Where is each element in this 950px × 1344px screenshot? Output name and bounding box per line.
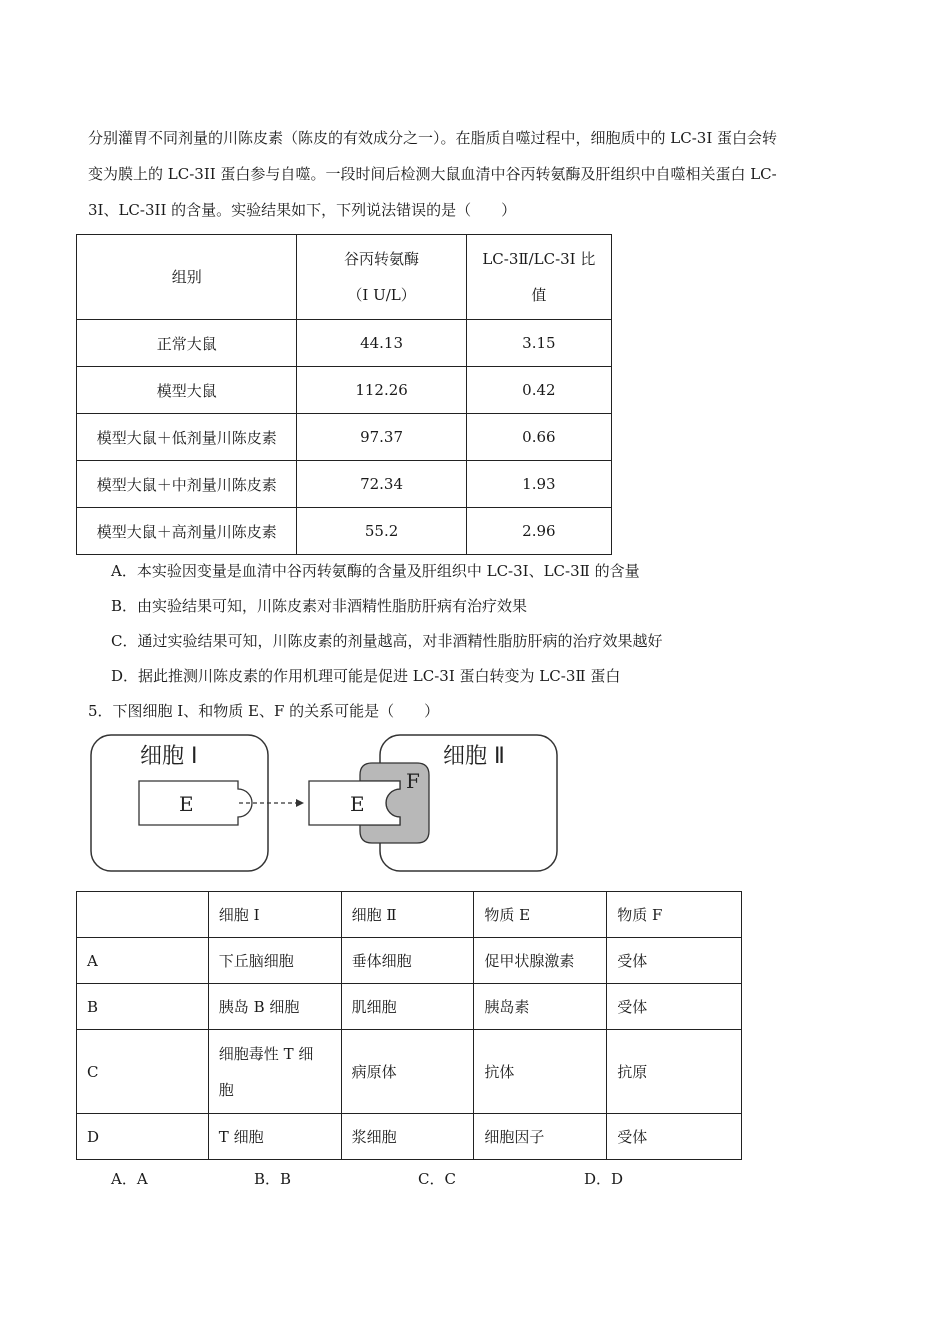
intro-line-2: 变为膜上的 LC-3II 蛋白参与自噬。一段时间后检测大鼠血清中谷丙转氨酶及肝组织中自噬相关蛋白 LC- — [88, 165, 777, 183]
cell-group: 模型大鼠 — [77, 367, 297, 414]
q5-stem: 5．下图细胞 I、和物质 E、F 的关系可能是（ ） — [88, 702, 440, 720]
table-row — [77, 1030, 742, 1114]
table-row — [77, 938, 742, 984]
e-label-left: E — [179, 792, 194, 816]
cell-group: 模型大鼠＋中剂量川陈皮素 — [77, 461, 297, 508]
cell-substance-f: 受体 — [607, 984, 742, 1030]
cell-signaling-diagram — [88, 728, 568, 876]
f-label: F — [406, 769, 420, 793]
cell-ratio: 1.93 — [466, 461, 611, 508]
row-key: C — [77, 1030, 209, 1114]
header-cell-1: 细胞 Ⅰ — [208, 892, 341, 938]
cell-alt: 55.2 — [297, 508, 466, 555]
cell-substance-e: 细胞因子 — [474, 1114, 607, 1160]
table-row — [77, 461, 612, 508]
header-empty — [77, 892, 209, 938]
header-group: 组别 — [77, 235, 297, 320]
table-row — [77, 320, 612, 367]
cell-ratio: 0.42 — [466, 367, 611, 414]
cell-group: 正常大鼠 — [77, 320, 297, 367]
table-row — [77, 984, 742, 1030]
row-key: D — [77, 1114, 209, 1160]
cell-ratio: 3.15 — [466, 320, 611, 367]
cell-substance-e: 促甲状腺激素 — [474, 938, 607, 984]
cell-substance-e: 胰岛素 — [474, 984, 607, 1030]
e-label-right: E — [350, 792, 365, 816]
cell-group: 模型大鼠＋高剂量川陈皮素 — [77, 508, 297, 555]
cell-substance-f: 受体 — [607, 938, 742, 984]
experiment-results-table — [76, 234, 612, 555]
q5-answer-b: B．B — [254, 1170, 292, 1188]
header-alt-line1: 谷丙转氨酶 — [344, 250, 420, 268]
q5-answer-c: C．C — [418, 1170, 456, 1188]
intro-line-3: 3I、LC-3II 的含量。实验结果如下，下列说法错误的是（ ） — [88, 201, 517, 219]
table-row — [77, 1114, 742, 1160]
header-cell-2: 细胞 Ⅱ — [341, 892, 474, 938]
cell-alt: 112.26 — [297, 367, 466, 414]
header-substance-e: 物质 E — [474, 892, 607, 938]
cell-2-label: 细胞 Ⅱ — [443, 744, 505, 769]
cell-cell1-line1: 细胞毒性 T 细 — [218, 1044, 314, 1063]
cell-substance-f: 抗原 — [607, 1030, 742, 1114]
cell-cell1: T 细胞 — [208, 1114, 341, 1160]
header-ratio — [466, 235, 611, 320]
q5-answer-a: A．A — [111, 1170, 148, 1188]
cell-ratio: 0.66 — [466, 414, 611, 461]
table-row — [77, 367, 612, 414]
cell-group: 模型大鼠＋低剂量川陈皮素 — [77, 414, 297, 461]
table-row — [77, 508, 612, 555]
cell-cell2: 肌细胞 — [341, 984, 474, 1030]
q4-option-c: C．通过实验结果可知，川陈皮素的剂量越高，对非酒精性脂肪肝病的治疗效果越好 — [111, 632, 663, 650]
signal-molecule-e-left — [139, 781, 252, 825]
header-alt-line2: （Ⅰ U/L） — [347, 286, 416, 304]
cell-cell2: 病原体 — [341, 1030, 474, 1114]
row-key: A — [77, 938, 209, 984]
cell-alt: 72.34 — [297, 461, 466, 508]
header-alt — [297, 235, 466, 320]
cell-cell1: 胰岛 B 细胞 — [208, 984, 341, 1030]
intro-line-1: 分别灌胃不同剂量的川陈皮素（陈皮的有效成分之一）。在脂质自噬过程中，细胞质中的 LC-3I 蛋白会转 — [88, 129, 778, 147]
cell-alt: 97.37 — [297, 414, 466, 461]
q4-option-a: A．本实验因变量是血清中谷丙转氨酶的含量及肝组织中 LC-3Ⅰ、LC-3Ⅱ 的含量 — [111, 562, 640, 580]
cell-ratio: 2.96 — [466, 508, 611, 555]
cell-cell1: 下丘脑细胞 — [208, 938, 341, 984]
cell-substance-e: 抗体 — [474, 1030, 607, 1114]
cell-cell1 — [208, 1030, 341, 1114]
q4-option-d: D．据此推测川陈皮素的作用机理可能是促进 LC-3Ⅰ 蛋白转变为 LC-3Ⅱ 蛋白 — [111, 667, 621, 685]
cell-cell2: 浆细胞 — [341, 1114, 474, 1160]
cell-substance-f: 受体 — [607, 1114, 742, 1160]
cell-cell1-line2: 胞 — [218, 1080, 234, 1099]
header-ratio-line1: LC-3Ⅱ/LC-3Ⅰ 比 — [482, 250, 596, 268]
cell-alt: 44.13 — [297, 320, 466, 367]
header-substance-f: 物质 F — [607, 892, 742, 938]
cell-cell2: 垂体细胞 — [341, 938, 474, 984]
q5-options-table — [76, 891, 742, 1160]
q4-option-b: B．由实验结果可知，川陈皮素对非酒精性脂肪肝病有治疗效果 — [111, 597, 528, 615]
cell-1-label: 细胞 Ⅰ — [140, 744, 198, 769]
header-ratio-line2: 值 — [531, 286, 547, 304]
row-key: B — [77, 984, 209, 1030]
table-header-row — [77, 892, 742, 938]
q5-answer-d: D．D — [584, 1170, 624, 1188]
table-row — [77, 414, 612, 461]
arrow-head-icon — [296, 799, 304, 807]
intro-paragraph — [88, 120, 868, 228]
table-header-row — [77, 235, 612, 320]
